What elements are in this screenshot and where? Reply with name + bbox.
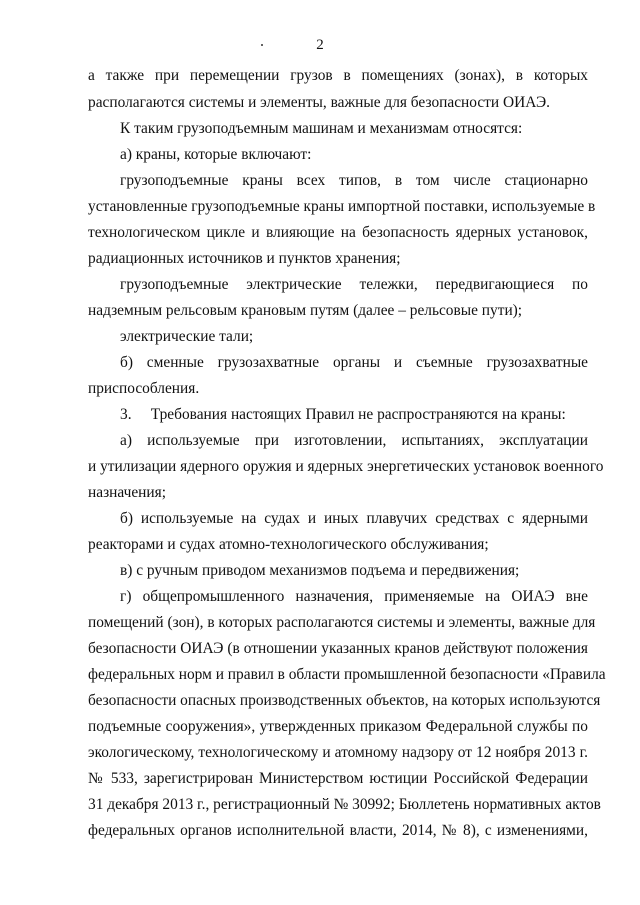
text-line: назначения; bbox=[88, 484, 166, 501]
text-line: федеральных органов исполнительной власти, 2014, № 8), с изменениями, bbox=[88, 822, 588, 839]
text-line: установленные грузоподъемные краны импортной поставки, используемые в bbox=[88, 198, 596, 215]
text-line: а) краны, которые включают: bbox=[120, 146, 312, 163]
text-line: подъемные сооружения», утвержденных приказом Федеральной службы по bbox=[88, 718, 588, 735]
text-line: безопасности опасных производственных объектов, на которых используются bbox=[88, 692, 601, 709]
text-line: б) используемые на судах и иных плавучих средствах с ядерными bbox=[120, 510, 588, 527]
text-line: федеральных норм и правил в области промышленной безопасности «Правила bbox=[88, 666, 606, 683]
text-line: грузоподъемные электрические тележки, передвигающиеся по bbox=[120, 276, 588, 293]
text-line: безопасности ОИАЭ (в отношении указанных кранов действуют положения bbox=[88, 640, 588, 657]
text-line: грузоподъемные краны всех типов, в том числе стационарно bbox=[120, 172, 588, 189]
text-line: помещений (зон), в которых располагаются системы и элементы, важные для bbox=[88, 614, 596, 631]
text-line: электрические тали; bbox=[120, 328, 254, 345]
page-number: 2 bbox=[316, 37, 324, 53]
text-line: и утилизации ядерного оружия и ядерных энергетических установок военного bbox=[88, 458, 604, 475]
text-line: б) сменные грузозахватные органы и съемные грузозахватные bbox=[120, 354, 588, 371]
text-line: располагаются системы и элементы, важные для безопасности ОИАЭ. bbox=[88, 94, 550, 111]
text-line: реакторами и судах атомно-технологического обслуживания; bbox=[88, 536, 489, 553]
text-line: экологическому, технологическому и атомному надзору от 12 ноября 2013 г. bbox=[88, 744, 588, 761]
text-line: 3. Требования настоящих Правил не распространяются на краны: bbox=[120, 406, 566, 423]
text-line: радиационных источников и пунктов хранения; bbox=[88, 250, 401, 267]
text-line: приспособления. bbox=[88, 380, 200, 397]
text-line: технологическом цикле и влияющие на безопасность ядерных установок, bbox=[88, 224, 588, 241]
text-line: а) используемые при изготовлении, испытаниях, эксплуатации bbox=[120, 432, 588, 449]
text-line: 31 декабря 2013 г., регистрационный № 30992; Бюллетень нормативных актов bbox=[88, 796, 601, 813]
text-line: г) общепромышленного назначения, применяемые на ОИАЭ вне bbox=[120, 588, 588, 605]
text-line: надземным рельсовым крановым путям (далее – рельсовые пути); bbox=[88, 302, 523, 319]
scan-speck bbox=[261, 44, 263, 46]
text-line: в) с ручным приводом механизмов подъема и передвижения; bbox=[120, 562, 520, 579]
text-line: а также при перемещении грузов в помещениях (зонах), в которых bbox=[88, 67, 588, 84]
text-line: № 533, зарегистрирован Министерством юстиции Российской Федерации bbox=[88, 770, 588, 787]
text-line: К таким грузоподъемным машинам и механизмам относятся: bbox=[120, 120, 523, 137]
